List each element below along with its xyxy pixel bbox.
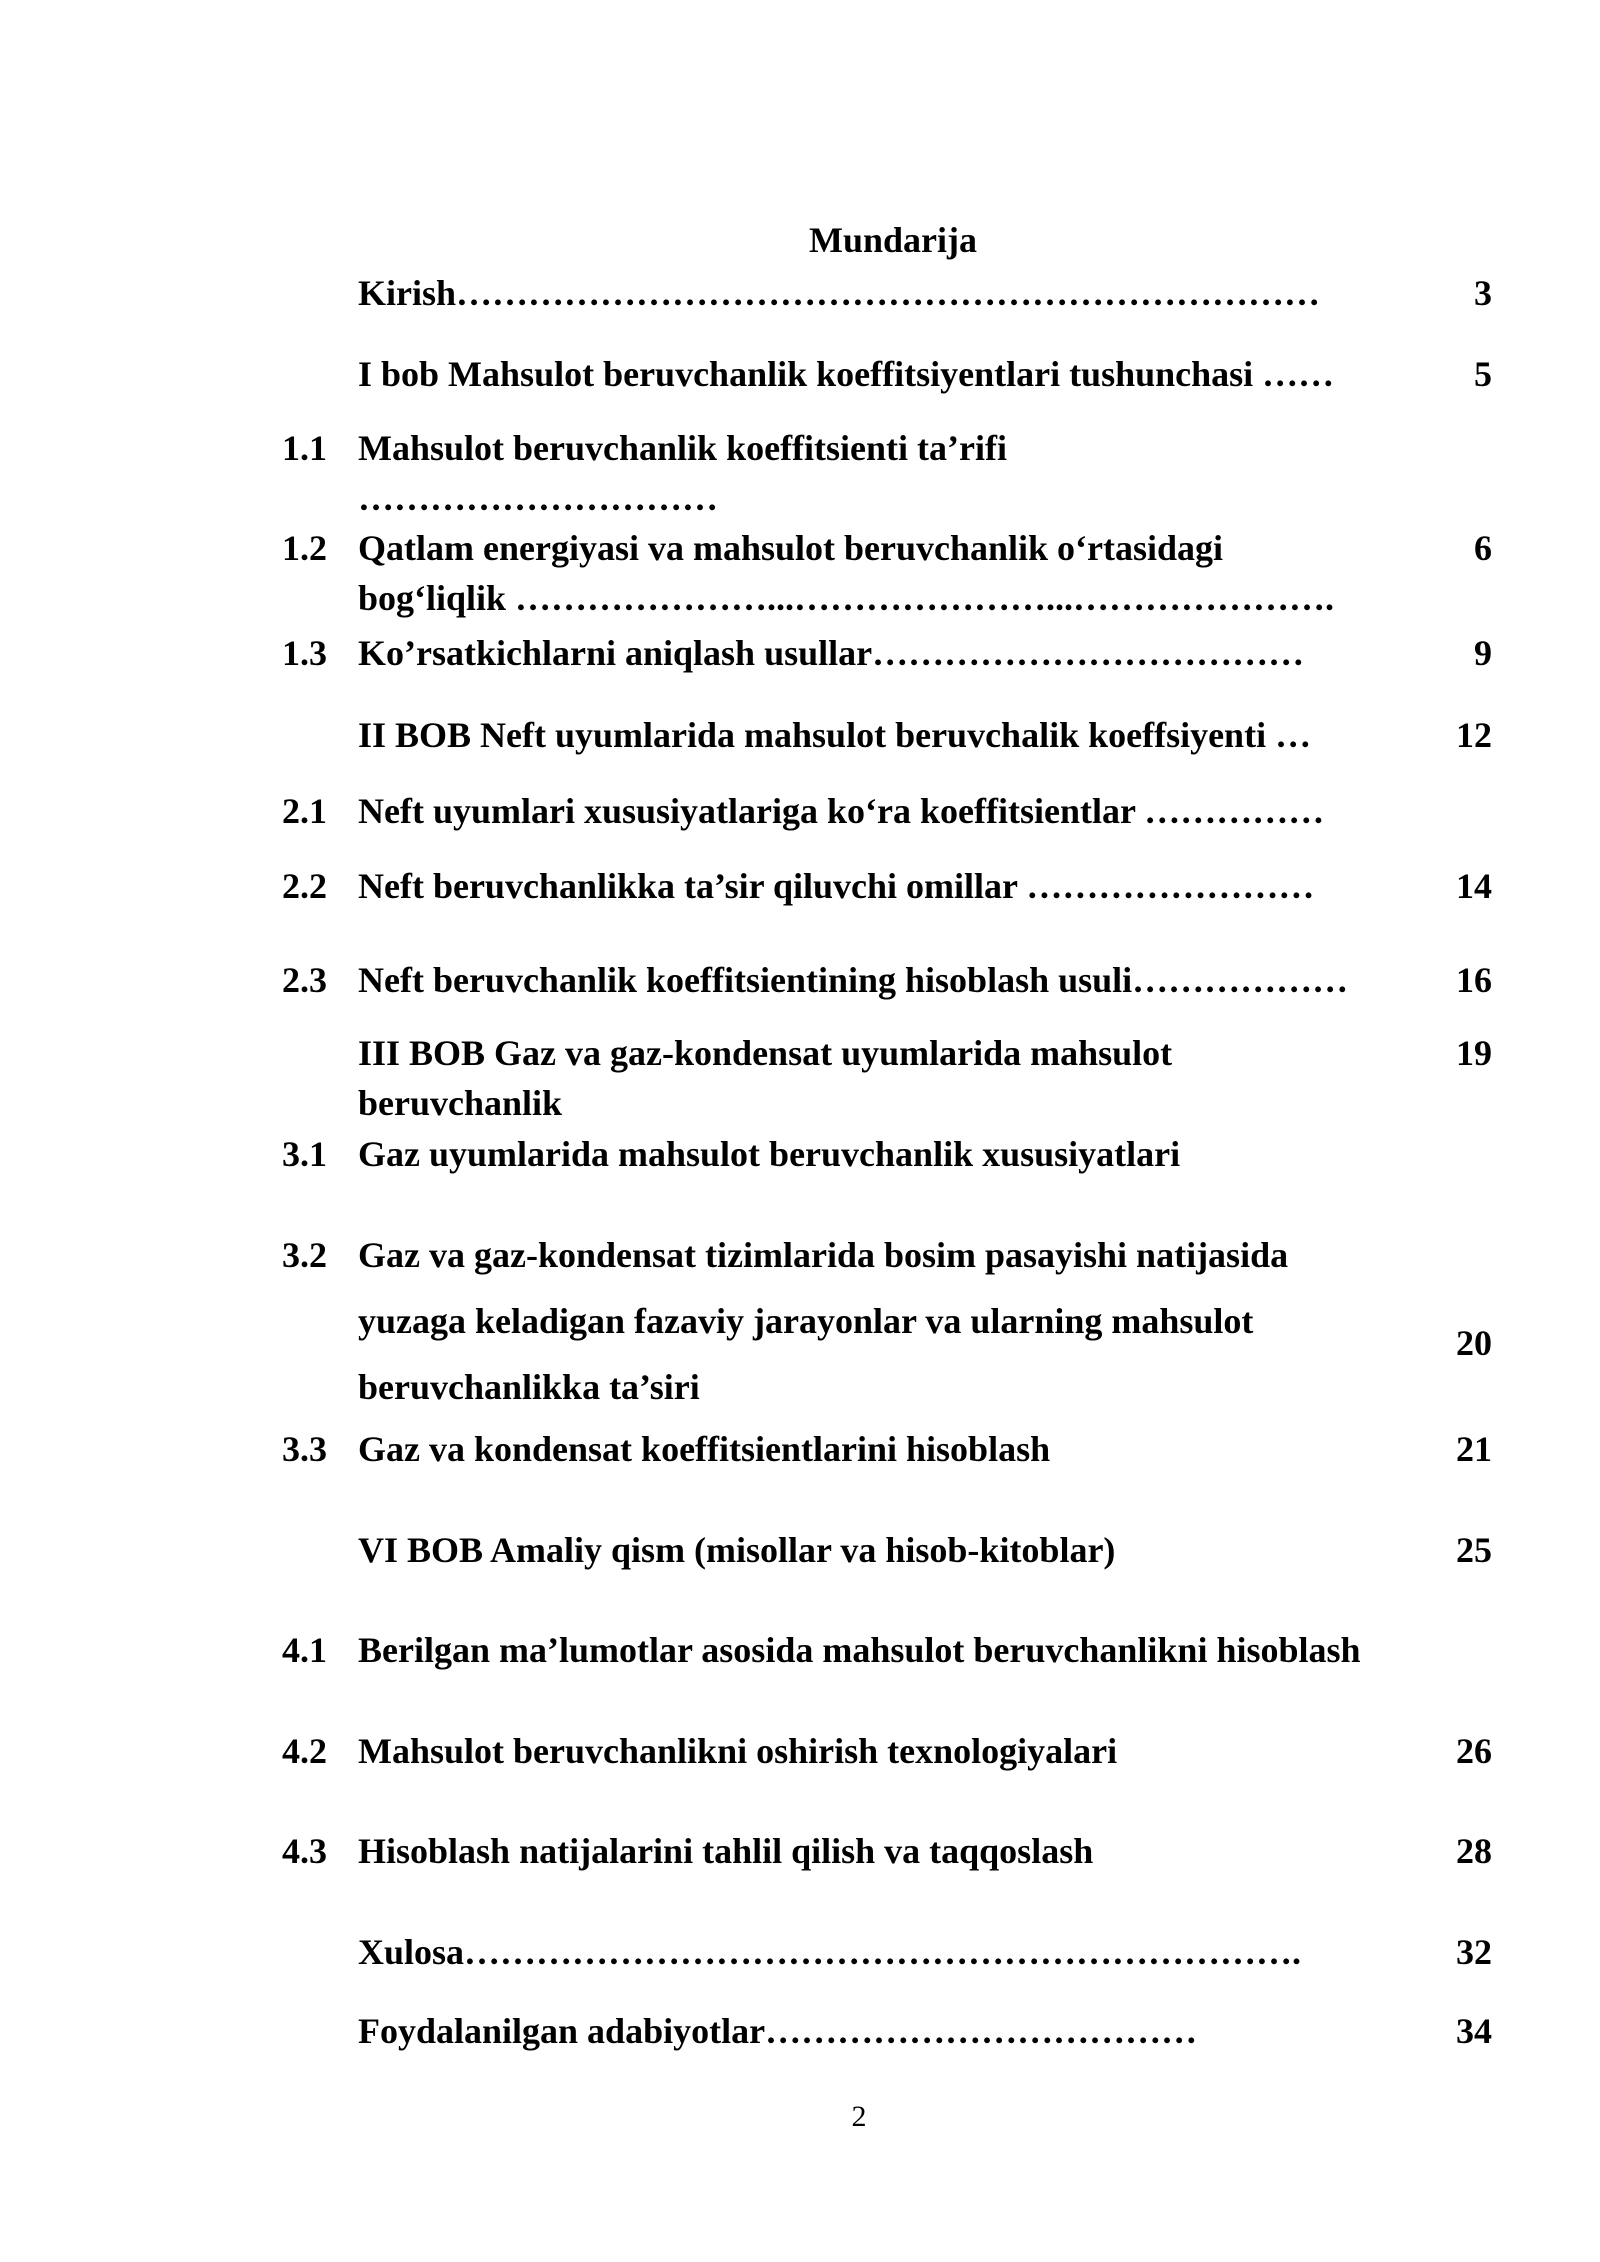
page-ref: 14 (1456, 866, 1492, 906)
page-ref: 21 (1456, 1429, 1492, 1469)
section-number: 2.1 (282, 791, 327, 831)
section-title: III BOB Gaz va gaz-kondensat uyumlarida mahsulot (358, 1033, 1173, 1073)
section-title-line3: beruvchanlikka ta’siri (358, 1367, 700, 1407)
section-title: Neft beruvchanlik koeffitsientining hisoblash usuli……………… (358, 960, 1349, 1000)
page-ref: 19 (1456, 1033, 1492, 1073)
section-title: Ko’rsatkichlarni aniqlash usullar……………………………… (358, 633, 1305, 673)
page-ref: 9 (1474, 633, 1492, 673)
section-title: I bob Mahsulot beruvchanlik koeffitsiyentlari tushunchasi …… (358, 354, 1335, 394)
page-ref: 5 (1474, 354, 1492, 394)
section-number: 3.1 (282, 1134, 327, 1174)
page-ref: 16 (1456, 960, 1492, 1000)
section-number: 4.3 (282, 1831, 327, 1871)
page-ref: 28 (1456, 1831, 1492, 1871)
page-ref: 34 (1456, 2011, 1492, 2051)
section-title: Mahsulot beruvchanlikni oshirish texnologiyalari (358, 1731, 1118, 1771)
page-ref: 25 (1456, 1530, 1492, 1570)
page-ref: 20 (1456, 1323, 1492, 1363)
section-title: VI BOB Amaliy qism (misollar va hisob-kitoblar) (358, 1530, 1116, 1570)
section-number: 3.2 (282, 1235, 327, 1275)
section-title: Xulosa……………………………………………………………. (358, 1932, 1302, 1972)
section-title-line2: beruvchanlik (358, 1083, 563, 1123)
toc-title: Mundarija (808, 220, 977, 260)
section-title: II BOB Neft uyumlarida mahsulot beruvchalik koeffsiyenti … (358, 715, 1312, 755)
section-number: 4.1 (282, 1630, 327, 1670)
section-title: Berilgan ma’lumotlar asosida mahsulot beruvchanlikni hisoblash (358, 1630, 1361, 1670)
page-ref: 32 (1456, 1932, 1492, 1972)
section-title: Hisoblash natijalarini tahlil qilish va taqqoslash (358, 1831, 1094, 1871)
section-number: 1.1 (282, 428, 327, 468)
page-ref: 12 (1456, 715, 1492, 755)
section-title: Foydalanilgan adabiyotlar……………………………… (358, 2011, 1198, 2051)
section-title: Neft uyumlari xususiyatlariga ko‘ra koeffitsientlar …………… (358, 791, 1325, 831)
section-title-line2: ………………………… (358, 478, 718, 518)
section-title-line2: bog‘liqlik …………………...…………………...…………………. (358, 578, 1335, 618)
section-title: Qatlam energiyasi va mahsulot beruvchanlik o‘rtasidagi (358, 528, 1224, 568)
section-title: Gaz va kondensat koeffitsientlarini hisoblash (358, 1429, 1051, 1469)
section-number: 1.3 (282, 633, 327, 673)
section-title: Kirish……………………………………………………………… (358, 273, 1321, 313)
section-title: Mahsulot beruvchanlik koeffitsienti ta’rifi (358, 428, 1007, 468)
section-number: 2.3 (282, 960, 327, 1000)
page-ref: 26 (1456, 1731, 1492, 1771)
section-title-line2: yuzaga keladigan fazaviy jarayonlar va ularning mahsulot (358, 1301, 1254, 1341)
section-title: Neft beruvchanlikka ta’sir qiluvchi omillar …………………… (358, 866, 1315, 906)
section-number: 1.2 (282, 528, 327, 568)
page-number: 2 (851, 2100, 867, 2133)
page-ref: 6 (1474, 528, 1492, 568)
section-title: Gaz va gaz-kondensat tizimlarida bosim pasayishi natijasida (358, 1235, 1289, 1275)
section-number: 3.3 (282, 1429, 327, 1469)
page-ref: 3 (1474, 273, 1492, 313)
section-number: 2.2 (282, 866, 327, 906)
section-title: Gaz uyumlarida mahsulot beruvchanlik xususiyatlari (358, 1134, 1181, 1174)
section-number: 4.2 (282, 1731, 327, 1771)
